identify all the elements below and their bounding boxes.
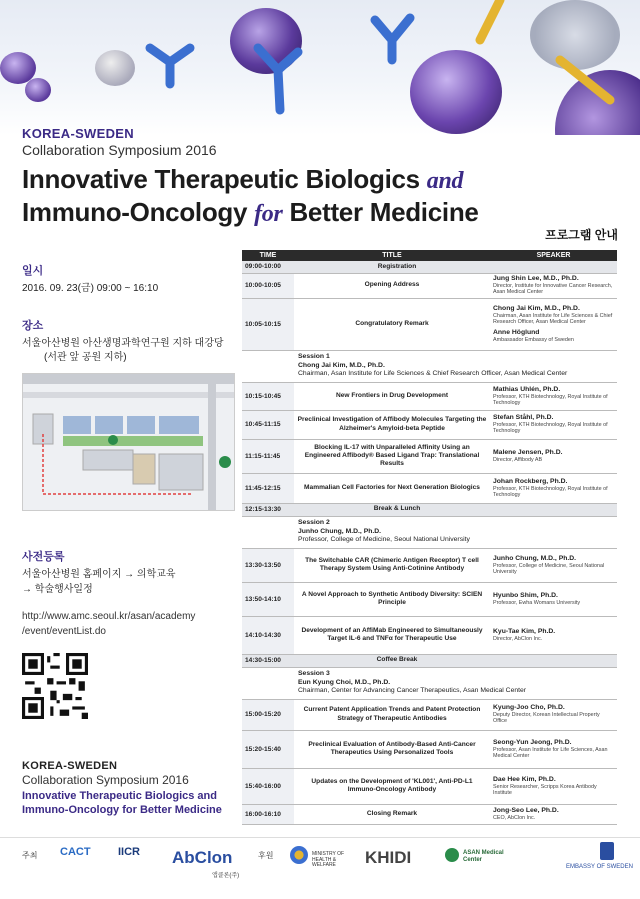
table-row: 10:00-10:05 Opening Address Jung Shin Lee, M.D., Ph.D. Director, Institute for Innovative Cancer Research, Asan Medical Center: [242, 273, 617, 298]
table-row: 11:15-11:45 Blocking IL-17 with Unparalleled Affinity Using an Engineered Affibody® Based Ligand Trap: Translational Results Malene Jensen, Ph.D. Director, Affibody AB: [242, 439, 617, 473]
session-row: Session 3 Eun Kyung Choi, M.D., Ph.D. Chairman, Center for Advancing Cancer Therapeutics, Asan Medical Center: [242, 667, 617, 699]
program-table: [242, 250, 617, 825]
symposium-footer-title: [22, 760, 252, 818]
session-row: Session 2 Junho Chung, M.D., Ph.D. Professor, College of Medicine, Seoul National University: [242, 516, 617, 548]
antibody-illustration: [0, 0, 640, 135]
sponsor-label: 후원: [258, 851, 274, 860]
abclon-logo: AbClon: [172, 848, 233, 867]
table-row: 11:45-12:15 Mammalian Cell Factories for Next Generation Biologics Johan Rockberg, Ph.D. Professor, KTH Biotechnology, Royal Institute of Technology: [242, 473, 617, 503]
qr-code[interactable]: [22, 653, 88, 719]
subtitle: Collaboration Symposium 2016: [22, 142, 217, 158]
registration-label: 사전등록: [22, 551, 65, 563]
table-row: 10:05-10:15 Congratulatory Remark Chong Jai Kim, M.D., Ph.D. Chairman, Asan Institute for Life Sciences & Chief Research Officer, Asan Medical Center Anne Höglund Ambassador Embassy of Sweden: [242, 298, 617, 350]
footer-title-line1: Innovative Therapeutic Biologics and: [22, 790, 217, 802]
main-title-line2: Immuno-Oncology for Better Medicine: [22, 197, 479, 227]
asan-logo: ASAN Medical Center: [463, 850, 504, 863]
col-title: TITLE: [294, 250, 490, 261]
col-speaker: SPEAKER: [490, 250, 617, 261]
date-value: 2016. 09. 23(금) 09:00 ~ 16:10: [22, 283, 159, 294]
venue-label: 장소: [22, 319, 44, 332]
table-row: 16:00-16:10 Closing Remark Jong-Seo Lee, Ph.D. CEO, AbClon Inc.: [242, 804, 617, 824]
cact-logo: CACT: [60, 846, 91, 858]
date-label: 일시: [22, 265, 44, 277]
sponsor-footer: [0, 837, 640, 899]
sweden-crest-icon: [600, 842, 614, 860]
table-row: 14:10-14:30 Development of an AffiMab Engineered to Simultaneously Target IL-6 and TNFα for Therapeutic Use Kyu-Tae Kim, Ph.D. Director, AbClon Inc.: [242, 616, 617, 654]
table-row: 14:30-15:00 Coffee Break: [242, 654, 617, 667]
col-time: TIME: [242, 250, 294, 261]
table-row: 10:15-10:45 New Frontiers in Drug Development Mathias Uhlén, Ph.D. Professor, KTH Biotechnology, Royal Institute of Technology: [242, 382, 617, 410]
registration-url[interactable]: http://www.amc.seoul.kr/asan/academy /event/eventList.do: [22, 611, 196, 637]
registration-line2: → 학술행사일정: [22, 583, 93, 595]
footer-title-line2: Immuno-Oncology for Better Medicine: [22, 804, 222, 817]
iicr-logo: IICR: [118, 846, 140, 858]
host-label: 주최: [22, 851, 38, 860]
event-info: [22, 262, 242, 366]
main-title-line1: Innovative Therapeutic Biologics and: [22, 164, 464, 194]
mohw-emblem-icon: [290, 846, 308, 864]
footer-kicker: KOREA-SWEDEN: [22, 760, 118, 772]
hero-banner: [0, 0, 640, 135]
registration-info: [22, 548, 242, 639]
abclon-sub: 앱클론(주): [212, 873, 240, 879]
table-row: 15:40-16:00 Updates on the Development of 'KL001', Anti-PD-L1 Immuno-Oncology Antibody Dae Hee Kim, Ph.D. Senior Researcher, Scripps Korea Antibody Institute: [242, 768, 617, 804]
footer-subtitle: Collaboration Symposium 2016: [22, 773, 189, 787]
program-label: 프로그램 안내: [545, 228, 618, 242]
venue-map: [22, 373, 235, 511]
table-row: 15:00-15:20 Current Patent Application Trends and Patent Protection Strategy of Therapeutic Antibodies Kyung-Joo Cho, Ph.D. Deputy Director, Korean Intellectual Property Office: [242, 699, 617, 730]
table-row: 13:30-13:50 The Switchable CAR (Chimeric Antigen Receptor) T cell Therapy System Using Anti-Cotinine Antibody Junho Chung, M.D., Ph.D. Professor, College of Medicine, Seoul National University: [242, 548, 617, 582]
sweden-logo: EMBASSY OF SWEDEN: [566, 864, 633, 870]
title-block: [22, 126, 622, 228]
mohw-logo: MINISTRY OF HEALTH & WELFARE: [312, 851, 345, 868]
venue-value: 서울아산병원 아산생명과학연구원 지하 대강당: [22, 337, 224, 349]
registration-line1: 서울아산병원 홈페이지 → 의학교육: [22, 569, 176, 580]
session-row: Session 1 Chong Jai Kim, M.D., Ph.D. Chairman, Asan Institute for Life Sciences & Chief Research Officer, Asan Medical Center: [242, 350, 617, 382]
table-row: 12:15-13:30 Break & Lunch: [242, 503, 617, 516]
venue-note: (서관 앞 공원 지하): [44, 352, 127, 363]
kicker: KOREA-SWEDEN: [22, 126, 134, 141]
khidi-logo: KHIDI: [365, 848, 412, 867]
asan-emblem-icon: [445, 848, 459, 862]
table-row: 15:20-15:40 Preclinical Evaluation of Antibody-Based Anti-Cancer Therapeutics Using Personalized Tools Seong-Yun Jeong, Ph.D. Professor, Asan Institute for Life Sciences, Asan Medical Center: [242, 730, 617, 768]
map-drawing: [23, 374, 234, 510]
table-row: 13:50-14:10 A Novel Approach to Synthetic Antibody Diversity: SCIEN Principle Hyunbo Shim, Ph.D. Professor, Ewha Womans University: [242, 582, 617, 616]
table-row: 10:45-11:15 Preclinical Investigation of Affibody Molecules Targeting the Alzheimer's Amyloid-beta Peptide Stefan Ståhl, Ph.D. Professor, KTH Biotechnology, Royal Institute of Technology: [242, 410, 617, 439]
table-row: 09:00-10:00 Registration: [242, 261, 617, 273]
table-header: [242, 250, 617, 261]
